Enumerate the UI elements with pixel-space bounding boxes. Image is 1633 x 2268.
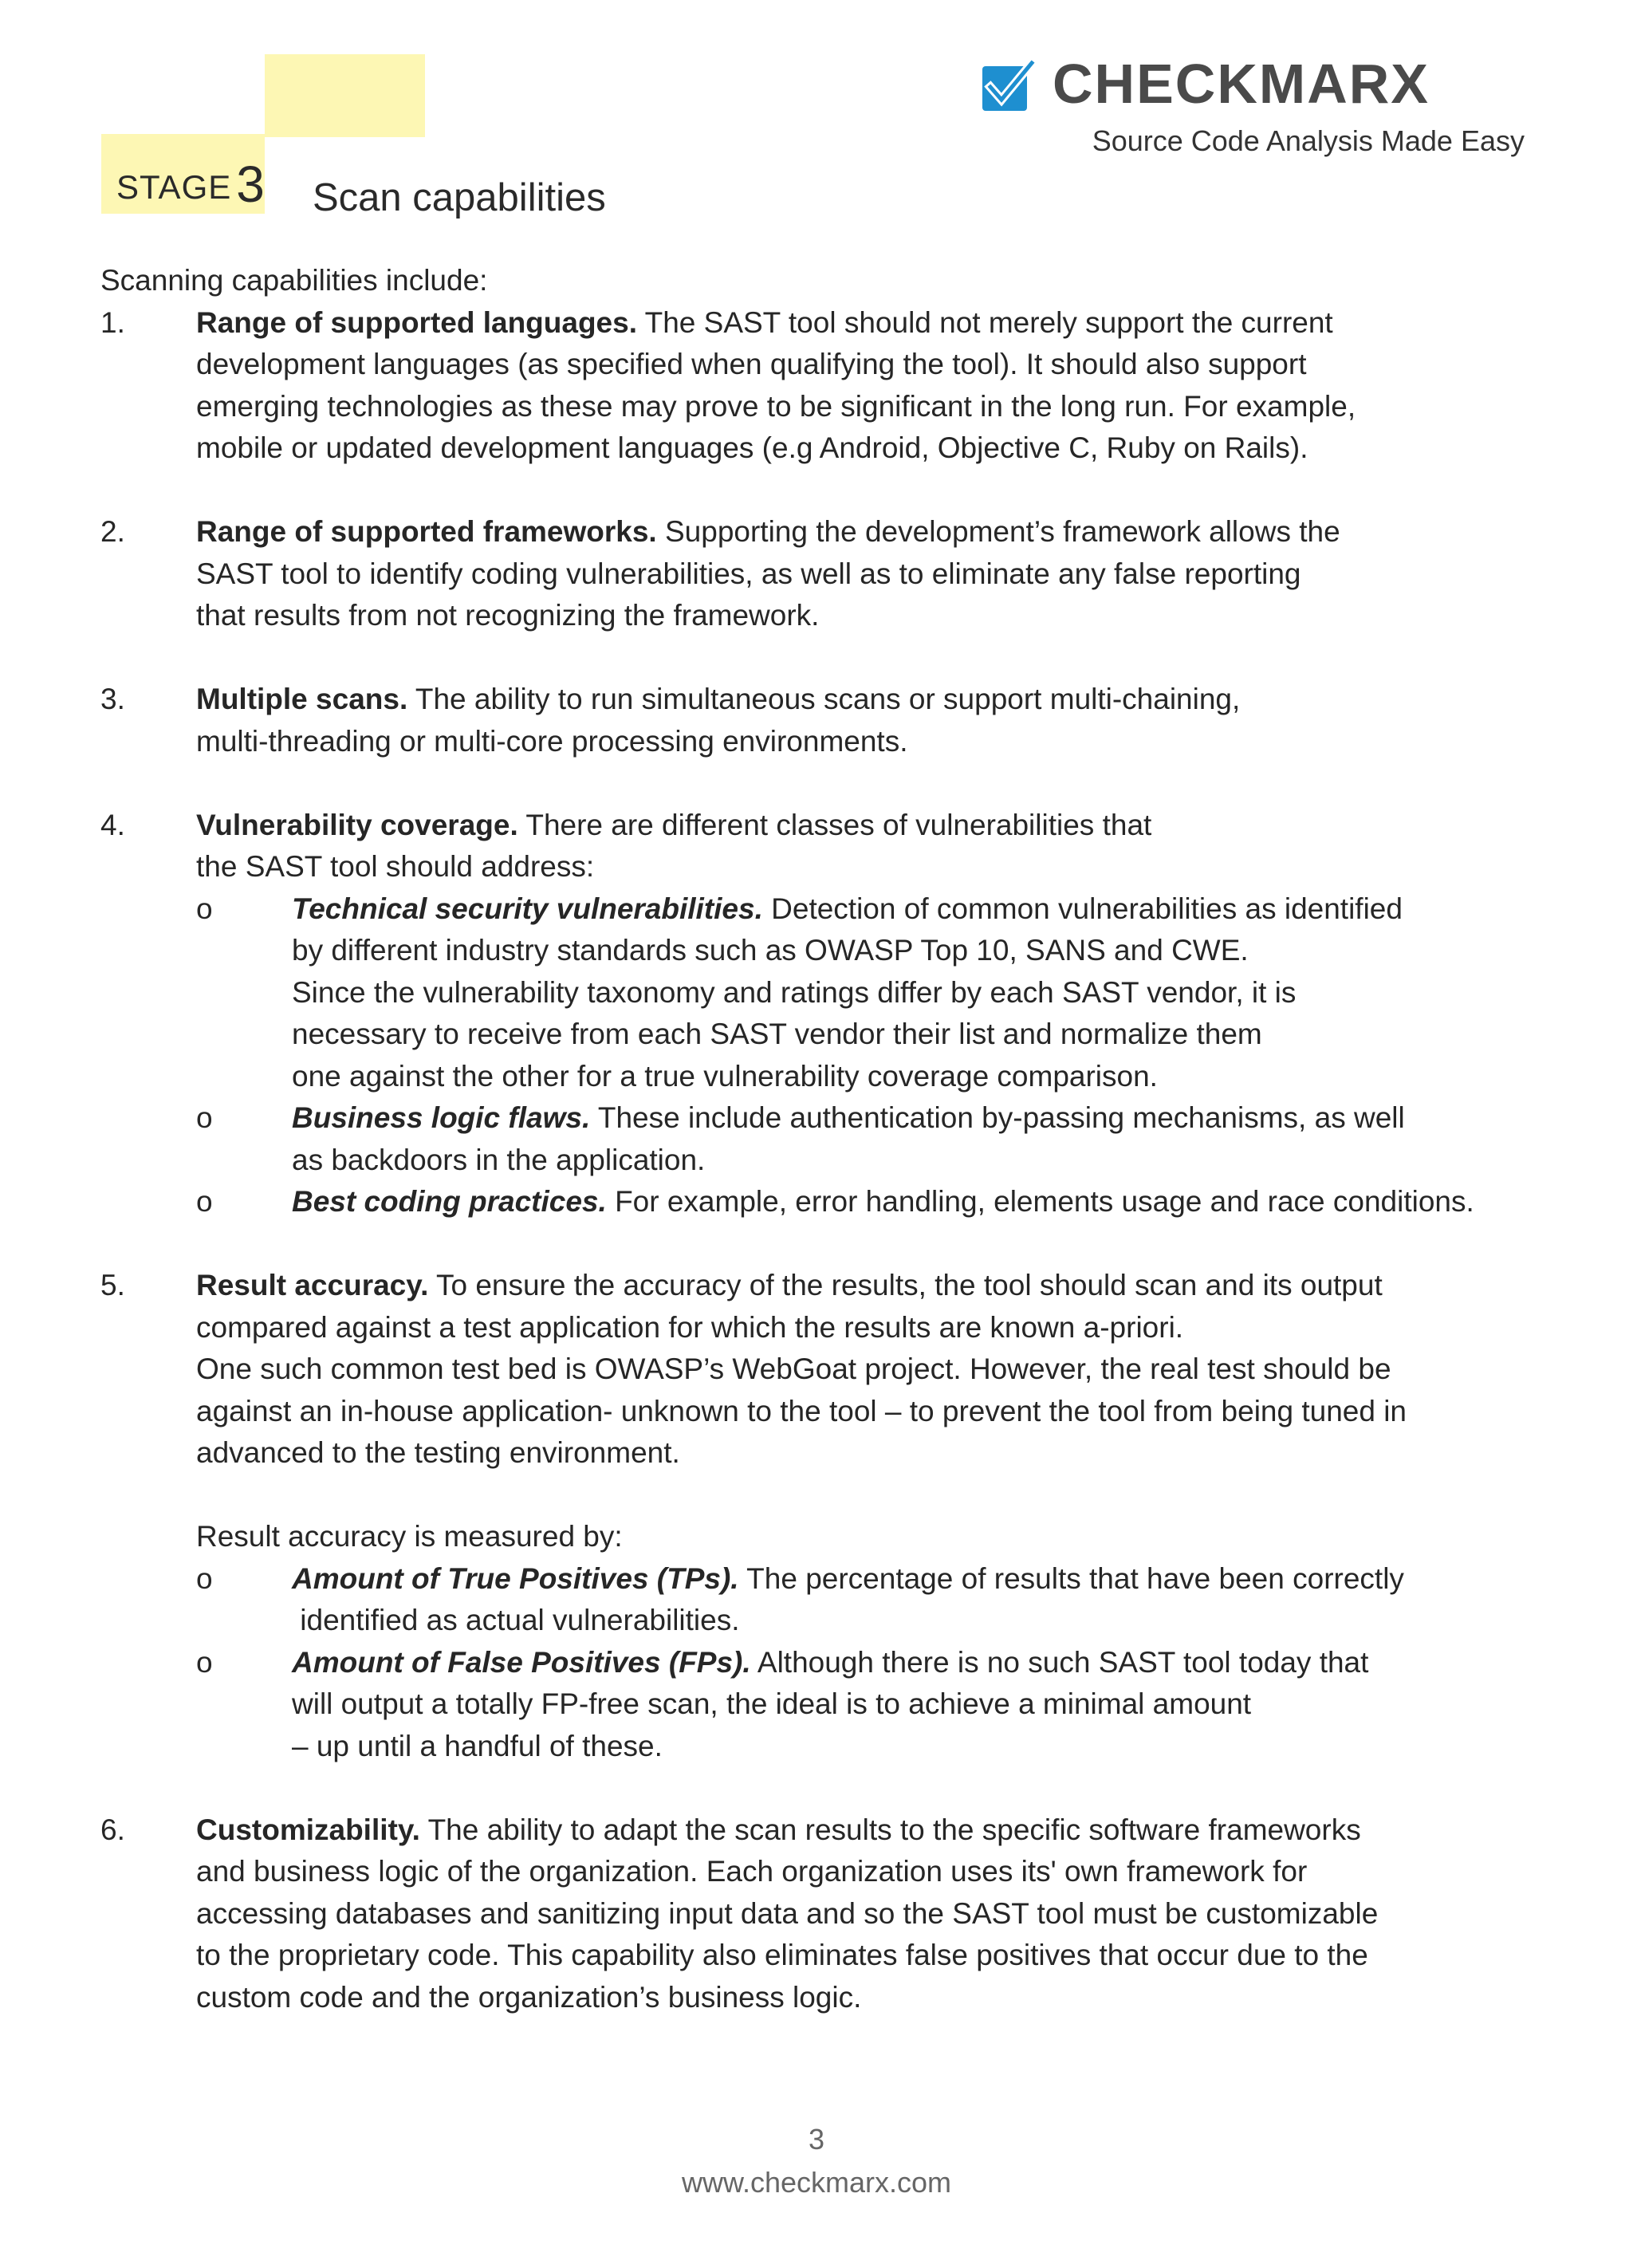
bullet-text: as backdoors in the application.: [292, 1143, 706, 1176]
sub-bullet: [196, 1181, 1536, 1223]
stage-decor-block: [265, 54, 425, 137]
list-item-1: [100, 302, 1536, 470]
document-body: [100, 260, 1536, 2018]
item-text: Supporting the development’s framework allows the: [656, 515, 1340, 548]
bullet-mark: o: [196, 1561, 213, 1595]
bullet-text: identified as actual vulnerabilities.: [292, 1604, 740, 1636]
item-text: custom code and the organization’s business logic.: [196, 1980, 862, 2014]
item-text: multi-threading or multi-core processing environments.: [196, 724, 908, 758]
item-text: development languages (as specified when qualifying the tool). It should also support: [196, 348, 1307, 380]
item-text: compared against a test application for which the results are known a-priori.: [196, 1310, 1184, 1344]
sub-bullet: [196, 888, 1536, 1098]
item-text: the SAST tool should address:: [196, 850, 595, 883]
bullet-text: – up until a handful of these.: [292, 1729, 663, 1762]
logo-wordmark: CHECKMARX: [1053, 53, 1430, 115]
item-title: Result accuracy.: [196, 1269, 429, 1301]
item-text: The ability to run simultaneous scans or support multi-chaining,: [407, 683, 1241, 715]
item-number: 1.: [100, 305, 125, 339]
sub-bullet: [196, 1558, 1536, 1642]
item-text: that results from not recognizing the framework.: [196, 599, 820, 632]
checkbox-check-icon: [982, 60, 1038, 111]
bullet-text: will output a totally FP-free scan, the ideal is to achieve a minimal amount: [292, 1687, 1252, 1720]
intro-text: Scanning capabilities include:: [100, 264, 488, 297]
bullet-title: Best coding practices.: [292, 1185, 607, 1218]
stage-label: [116, 155, 266, 214]
bullet-title: Amount of True Positives (TPs).: [292, 1561, 739, 1595]
list-item-2: [100, 511, 1536, 637]
item-text: against an in-house application- unknown to the tool – to prevent the tool from being tuned in: [196, 1394, 1407, 1427]
bullet-mark: o: [196, 1101, 213, 1134]
sub-bullet: [196, 1097, 1536, 1181]
bullet-text: For example, error handling, elements usage and race conditions.: [606, 1185, 1474, 1218]
item-number: 3.: [100, 683, 125, 715]
item-text: accessing databases and sanitizing input data and so the SAST tool must be customizable: [196, 1896, 1379, 1930]
list-item-5: [100, 1265, 1536, 1558]
bullet-title: Business logic flaws.: [292, 1101, 591, 1134]
bullet-title: Technical security vulnerabilities.: [292, 892, 763, 925]
item-text: and business logic of the organization. Each organization uses its' own framework for: [196, 1855, 1308, 1888]
bullet-text: Detection of common vulnerabilities as identified: [762, 892, 1403, 925]
checkmarx-logo: [982, 53, 1525, 161]
bullet-text: necessary to receive from each SAST vendor their list and normalize them: [292, 1018, 1262, 1050]
list-item-3: [100, 679, 1536, 762]
bullet-text: one against the other for a true vulnerability coverage comparison.: [292, 1059, 1158, 1093]
bullet-text: Since the vulnerability taxonomy and ratings differ by each SAST vendor, it is: [292, 975, 1297, 1009]
bullet-mark: o: [196, 1185, 213, 1218]
item-number: 5.: [100, 1269, 125, 1301]
item-text: SAST tool to identify coding vulnerabilities, as well as to eliminate any false reporting: [196, 557, 1301, 590]
item-title: Range of supported languages.: [196, 305, 637, 339]
list-item-4: [100, 805, 1536, 888]
item-text: The SAST tool should not merely support the current: [637, 305, 1333, 339]
item-number: 2.: [100, 515, 125, 548]
item-title: Range of supported frameworks.: [196, 515, 657, 548]
bullet-text: These include authentication by-passing mechanisms, as well: [590, 1101, 1405, 1134]
item-text: The ability to adapt the scan results to the specific software frameworks: [419, 1813, 1361, 1846]
bullet-text: The percentage of results that have been correctly: [738, 1561, 1404, 1595]
bullet-title: Amount of False Positives (FPs).: [292, 1645, 751, 1679]
section-title: Scan capabilities: [313, 176, 606, 219]
item-title: Customizability.: [196, 1813, 420, 1846]
logo-tagline: Source Code Analysis Made Easy: [1092, 124, 1525, 157]
item-text: One such common test bed is OWASP’s WebGoat project. However, the real test should be: [196, 1353, 1391, 1385]
item-text: advanced to the testing environment.: [196, 1436, 680, 1469]
item-number: 4.: [100, 808, 125, 841]
item-title: Multiple scans.: [196, 683, 408, 715]
item-text: There are different classes of vulnerabilities that: [517, 808, 1152, 841]
stage-number: 3: [236, 156, 266, 213]
list-item-6: [100, 1809, 1536, 2019]
item-text: To ensure the accuracy of the results, the tool should scan and its output: [428, 1269, 1383, 1301]
item-title: Vulnerability coverage.: [196, 808, 518, 841]
bullet-text: by different industry standards such as OWASP Top 10, SANS and CWE.: [292, 934, 1249, 967]
bullet-text: Although there is no such SAST tool today that: [750, 1645, 1369, 1679]
item-text: emerging technologies as these may prove to be significant in the long run. For example,: [196, 389, 1356, 423]
item-number: 6.: [100, 1813, 125, 1846]
bullet-mark: o: [196, 892, 213, 925]
bullet-mark: o: [196, 1645, 213, 1679]
stage-word: STAGE: [116, 168, 232, 206]
item-text: mobile or updated development languages (e.g Android, Objective C, Ruby on Rails).: [196, 431, 1308, 464]
item-text: to the proprietary code. This capability also eliminates false positives that occur due to the: [196, 1939, 1368, 1971]
measured-intro: Result accuracy is measured by:: [196, 1520, 623, 1553]
footer-website-link[interactable]: www.checkmarx.com: [681, 2166, 952, 2199]
page-number: 3: [808, 2123, 825, 2156]
sub-bullet: [196, 1642, 1536, 1768]
